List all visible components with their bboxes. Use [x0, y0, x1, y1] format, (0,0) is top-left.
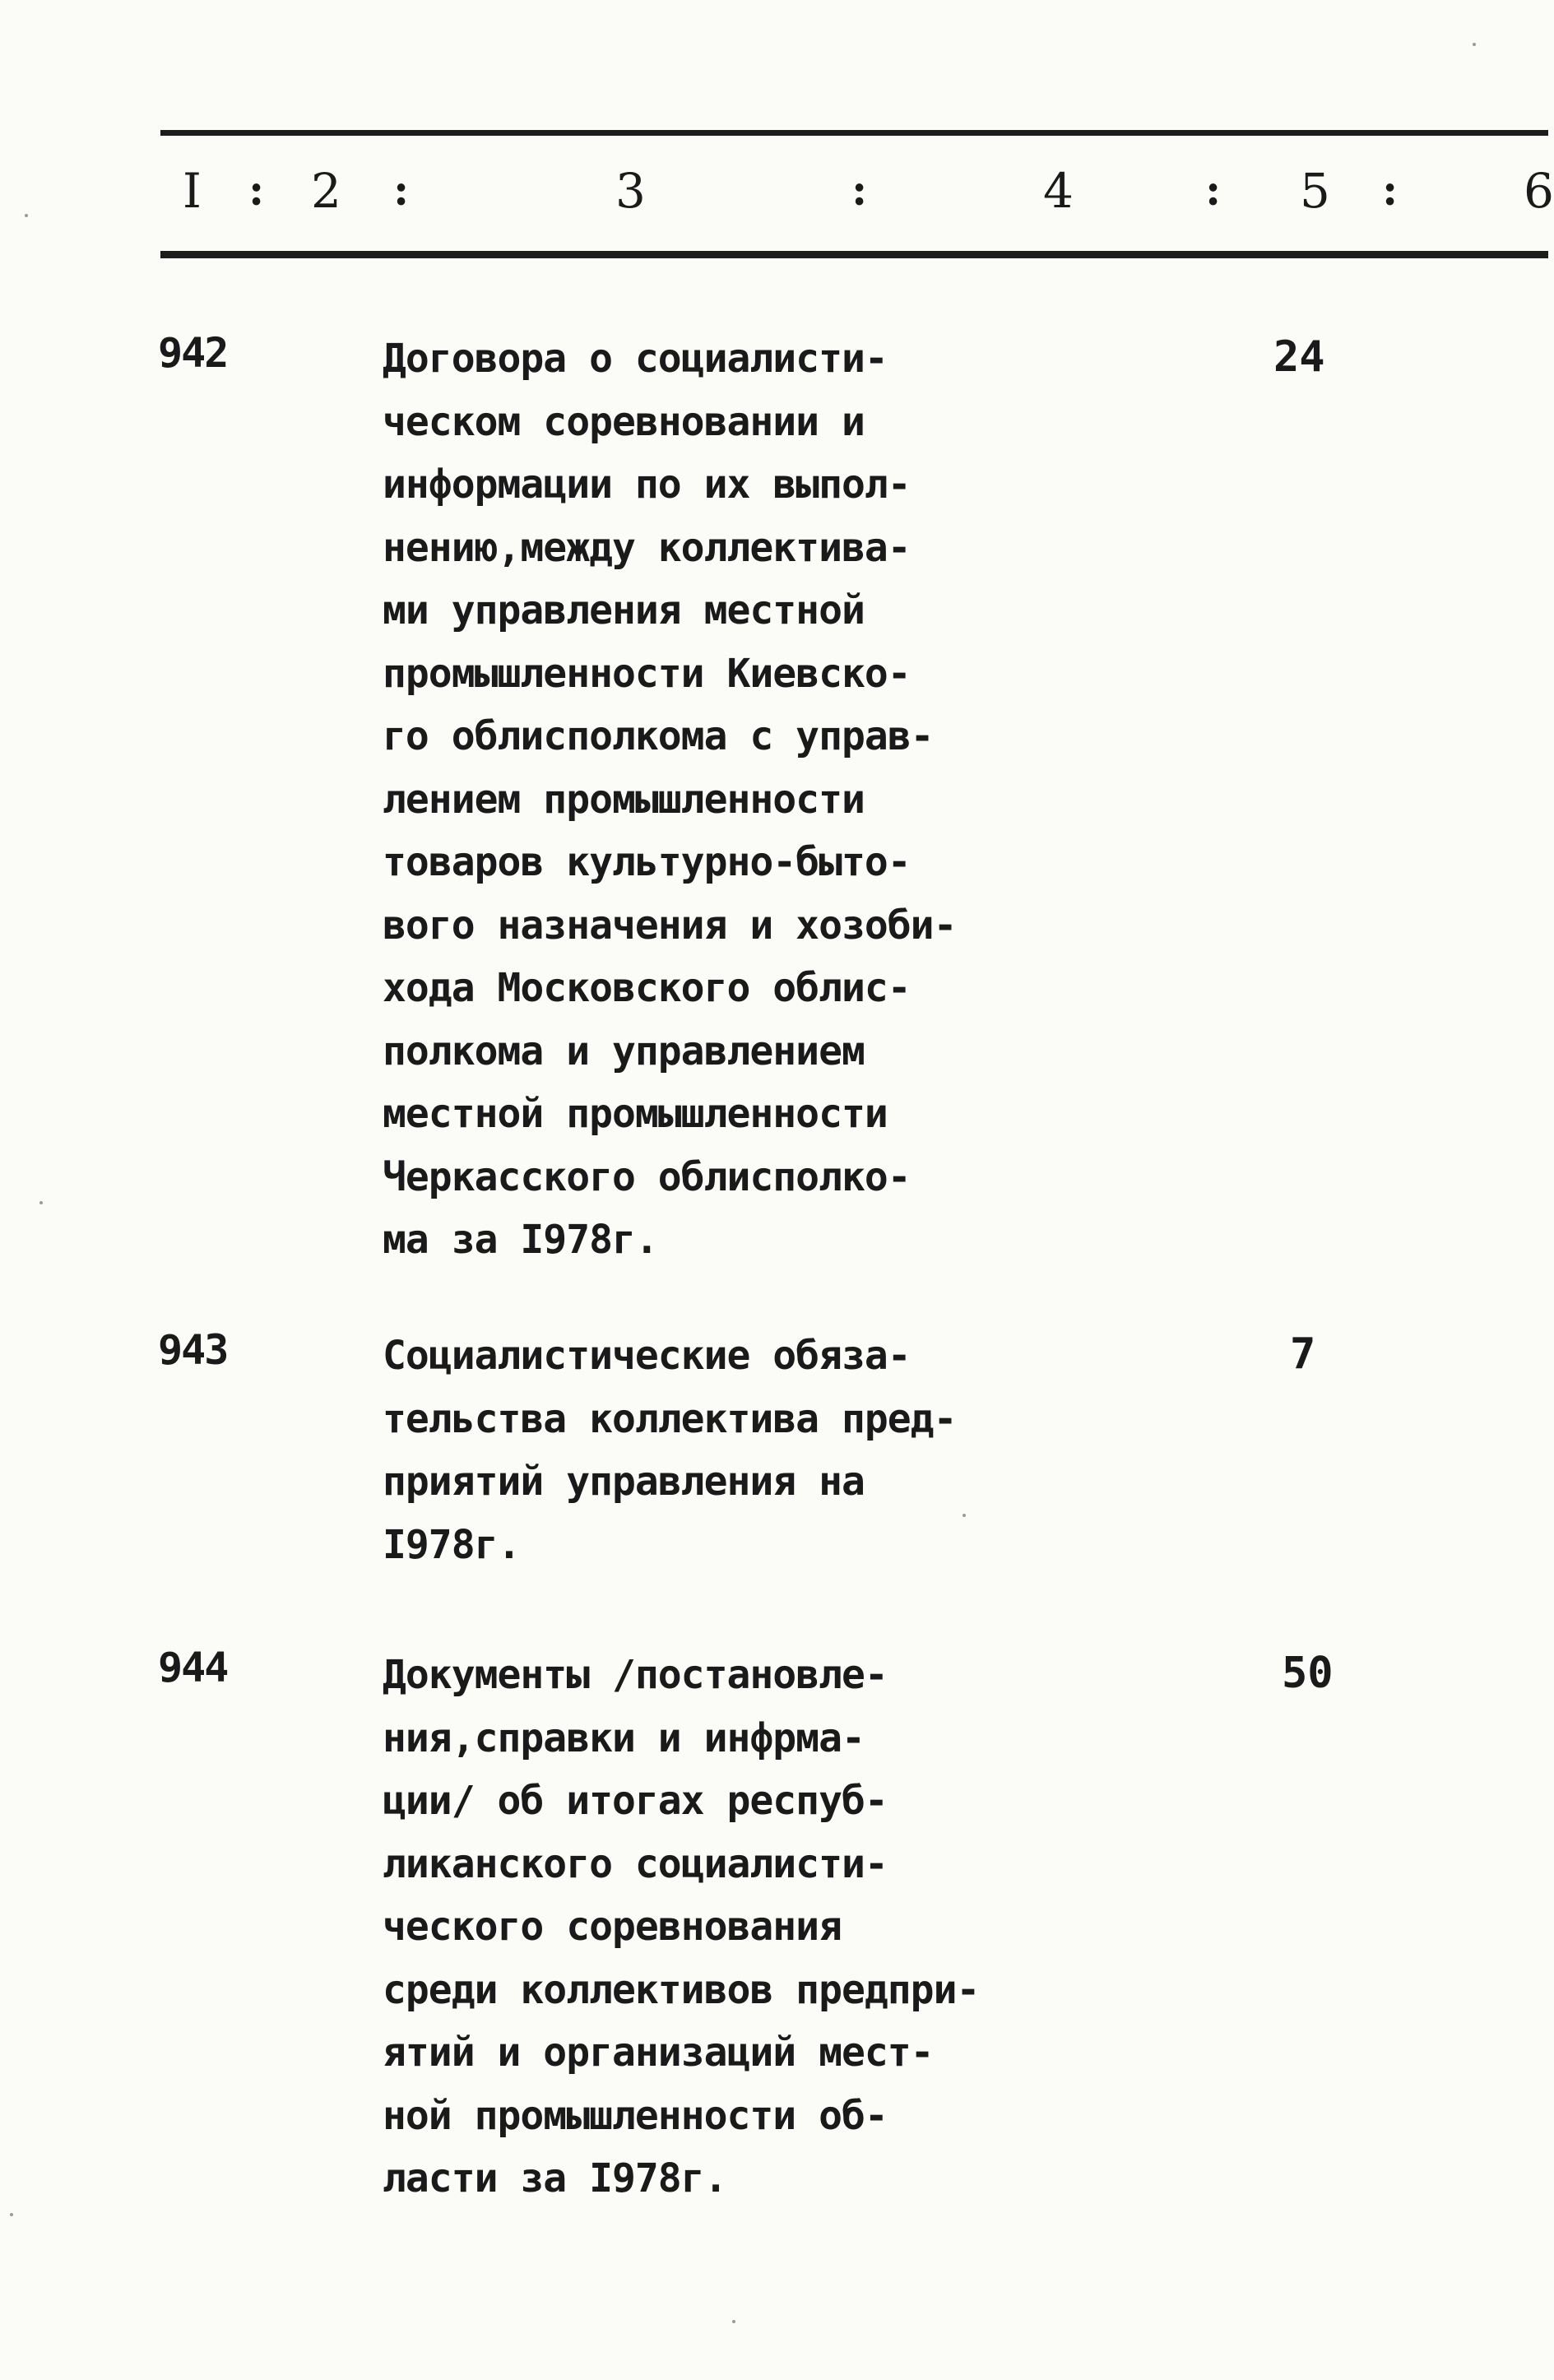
- entry-page-count: 7: [1290, 1329, 1316, 1379]
- description-line: Социалистические обяза-: [383, 1333, 911, 1379]
- description-line: ческом соревновании и: [383, 398, 865, 445]
- entry-number: 942: [158, 329, 228, 377]
- description-line: среди коллективов предпри-: [383, 1966, 980, 2013]
- column-header-row: [0, 158, 1554, 224]
- scan-speck: [732, 2320, 735, 2323]
- entry-page-count: 24: [1273, 332, 1325, 382]
- scan-speck: [10, 2213, 13, 2216]
- column-separator: :: [393, 165, 410, 216]
- description-line: Договора о социалисти-: [383, 336, 888, 382]
- entry-description: [383, 327, 1041, 1272]
- entry-number: 943: [158, 1326, 228, 1374]
- description-line: промышленности Киевско-: [383, 650, 911, 697]
- description-line: лением промышленности: [383, 776, 865, 823]
- column-header-1: I: [183, 163, 202, 219]
- description-line: ния,справки и инфрма-: [383, 1714, 865, 1761]
- description-line: ной промышленности об-: [383, 2092, 888, 2139]
- description-line: хода Московского облис-: [383, 965, 911, 1011]
- description-line: го облисполкома с управ-: [383, 713, 934, 759]
- column-header-2: 2: [311, 163, 341, 219]
- entry-page-count: 50: [1282, 1649, 1334, 1698]
- description-line: ческого соревнования: [383, 1904, 842, 1950]
- column-separator: :: [851, 165, 868, 216]
- description-line: Черкасского облисполко-: [383, 1153, 911, 1200]
- description-line: тельства коллектива пред-: [383, 1395, 957, 1442]
- entry-description: [383, 1644, 1041, 2211]
- description-line: I978г.: [383, 1521, 521, 1568]
- column-header-6: 6: [1524, 163, 1554, 219]
- scan-speck: [25, 214, 28, 217]
- scan-speck: [1473, 43, 1476, 46]
- description-line: информации по их выпол-: [383, 462, 911, 508]
- scan-speck: [963, 1514, 966, 1517]
- header-bottom-rule: [160, 251, 1548, 258]
- description-line: вого назначения и хозоби-: [383, 902, 957, 949]
- description-line: ми управления местной: [383, 587, 865, 633]
- column-header-5: 5: [1300, 163, 1330, 219]
- description-line: ма за I978г.: [383, 1217, 658, 1263]
- description-line: Документы /постановле-: [383, 1652, 888, 1698]
- entry-number: 944: [158, 1644, 228, 1691]
- description-line: ликанского социалисти-: [383, 1840, 888, 1887]
- description-line: товаров культурно-быто-: [383, 839, 911, 885]
- description-line: нению,между коллектива-: [383, 524, 911, 571]
- column-separator: :: [1205, 165, 1222, 216]
- column-separator: :: [1382, 165, 1399, 216]
- scan-speck: [39, 1201, 43, 1204]
- description-line: приятий управления на: [383, 1459, 865, 1505]
- column-header-3: 3: [615, 163, 646, 219]
- column-header-4: 4: [1043, 163, 1074, 219]
- entry-description: [383, 1325, 1041, 1576]
- description-line: ции/ об итогах респуб-: [383, 1778, 888, 1824]
- description-line: ласти за I978г.: [383, 2155, 727, 2201]
- description-line: ятий и организаций мест-: [383, 2030, 934, 2076]
- column-separator: :: [248, 165, 265, 216]
- description-line: полкома и управлением: [383, 1028, 865, 1074]
- description-line: местной промышленности: [383, 1091, 888, 1137]
- header-top-rule: [160, 130, 1548, 136]
